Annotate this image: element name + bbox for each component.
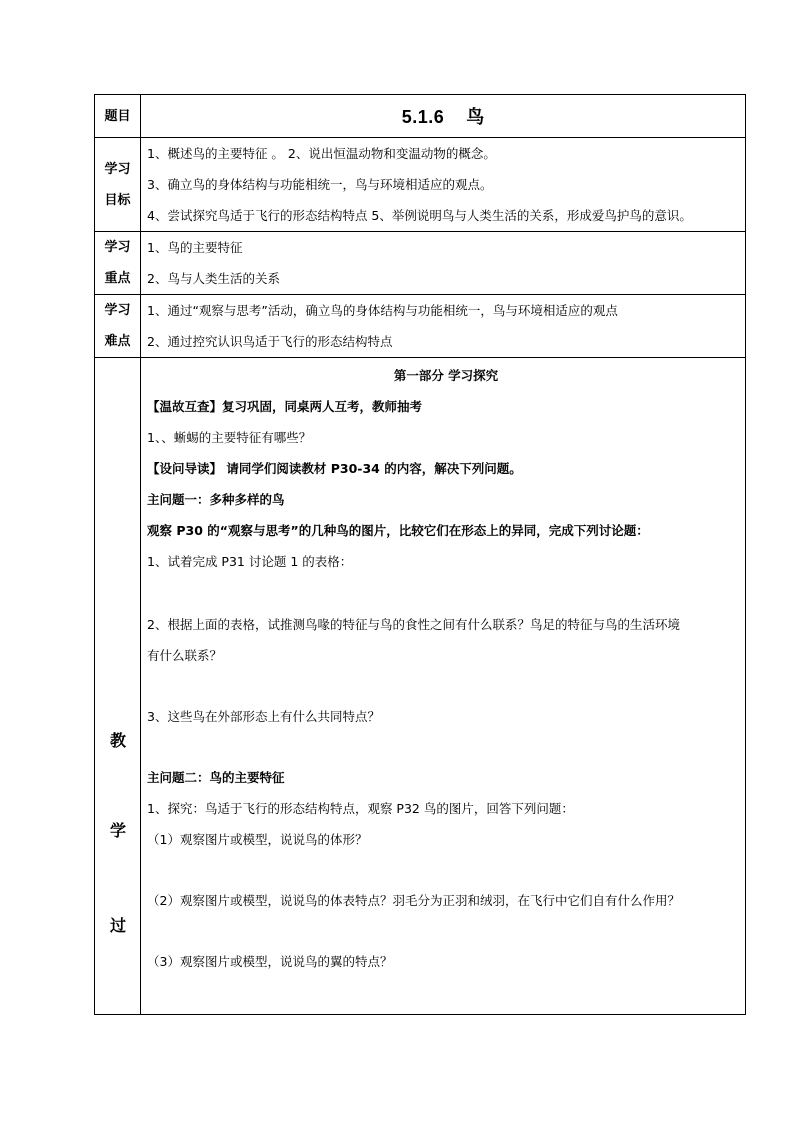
review-question: 1、、蜥蜴的主要特征有哪些？ bbox=[147, 430, 312, 445]
key-points-row bbox=[95, 232, 746, 295]
process-label-char: 过 bbox=[109, 916, 126, 935]
topic1-heading: 主问题一：多种多样的鸟 bbox=[147, 492, 285, 507]
process-label-char: 教 bbox=[109, 731, 126, 750]
topic1-question-2b: 有什么联系？ bbox=[147, 648, 223, 663]
topic1-intro: 观察 P30 的“观察与思考”的几种鸟的图片，比较它们在形态上的异同，完成下列讨论题： bbox=[147, 523, 649, 538]
key-points-label bbox=[95, 232, 141, 295]
lesson-plan-table bbox=[94, 94, 746, 1015]
topic2-subquestion-3: （3）观察图片或模型，说说鸟的翼的特点？ bbox=[147, 954, 393, 969]
lesson-name: 鸟 bbox=[466, 107, 485, 128]
title-row bbox=[95, 95, 746, 138]
process-label bbox=[95, 358, 141, 1015]
objectives-row bbox=[95, 138, 746, 232]
difficulty-line: 2、通过控究认识鸟适于飞行的形态结构特点 bbox=[147, 334, 393, 349]
difficulties-label-bottom: 难点 bbox=[104, 334, 131, 349]
topic2-subquestion-1: （1）观察图片或模型，说说鸟的体形？ bbox=[147, 832, 368, 847]
review-heading: 【温故互查】复习巩固，同桌两人互考，教师抽考 bbox=[147, 399, 423, 414]
key-points-label-bottom: 重点 bbox=[104, 271, 131, 286]
objectives-label bbox=[95, 138, 141, 232]
topic2-heading: 主问题二：鸟的主要特征 bbox=[147, 770, 285, 785]
guide-heading: 【设问导读】 请同学们阅读教材 P30-34 的内容，解决下列问题。 bbox=[147, 461, 522, 476]
part-title: 第一部分 学习探究 bbox=[393, 368, 499, 383]
process-content bbox=[141, 358, 746, 1015]
objectives-label-top: 学习 bbox=[104, 161, 131, 177]
difficulties-label bbox=[95, 295, 141, 358]
objective-line: 4、尝试探究鸟适于飞行的形态结构特点 5、举例说明鸟与人类生活的关系，形成爱鸟护鸟的意识。 bbox=[147, 208, 692, 223]
objective-line: 3、确立鸟的身体结构与功能相统一，鸟与环境相适应的观点。 bbox=[147, 177, 493, 192]
key-points-label-top: 学习 bbox=[104, 240, 131, 255]
process-row bbox=[95, 358, 746, 1015]
title-label: 题目 bbox=[95, 95, 141, 138]
page-title bbox=[141, 95, 746, 138]
topic1-question-1: 1、试着完成 P31 讨论题 1 的表格： bbox=[147, 554, 353, 569]
difficulties-row bbox=[95, 295, 746, 358]
objectives-label-bottom: 目标 bbox=[104, 192, 131, 208]
key-points-content bbox=[141, 232, 746, 295]
objective-line: 1、概述鸟的主要特征 。 2、说出恒温动物和变温动物的概念。 bbox=[147, 146, 496, 161]
key-point-line: 2、鸟与人类生活的关系 bbox=[147, 271, 280, 286]
objectives-content bbox=[141, 138, 746, 232]
topic1-question-3: 3、这些鸟在外部形态上有什么共同特点？ bbox=[147, 709, 380, 724]
difficulty-line: 1、通过“观察与思考”活动，确立鸟的身体结构与功能相统一，鸟与环境相适应的观点 bbox=[147, 303, 618, 318]
topic1-question-2a: 2、根据上面的表格，试推测鸟喙的特征与鸟的食性之间有什么联系？鸟足的特征与鸟的生活环境 bbox=[147, 617, 680, 632]
process-label-char: 学 bbox=[109, 821, 126, 840]
topic2-question-1: 1、探究：鸟适于飞行的形态结构特点，观察 P32 鸟的图片，回答下列问题： bbox=[147, 801, 574, 816]
lesson-number: 5.1.6 bbox=[401, 107, 445, 127]
topic2-subquestion-2: （2）观察图片或模型，说说鸟的体表特点？羽毛分为正羽和绒羽，在飞行中它们自有什么作用？ bbox=[147, 893, 680, 908]
difficulties-content bbox=[141, 295, 746, 358]
difficulties-label-top: 学习 bbox=[104, 303, 131, 318]
key-point-line: 1、鸟的主要特征 bbox=[147, 240, 243, 255]
